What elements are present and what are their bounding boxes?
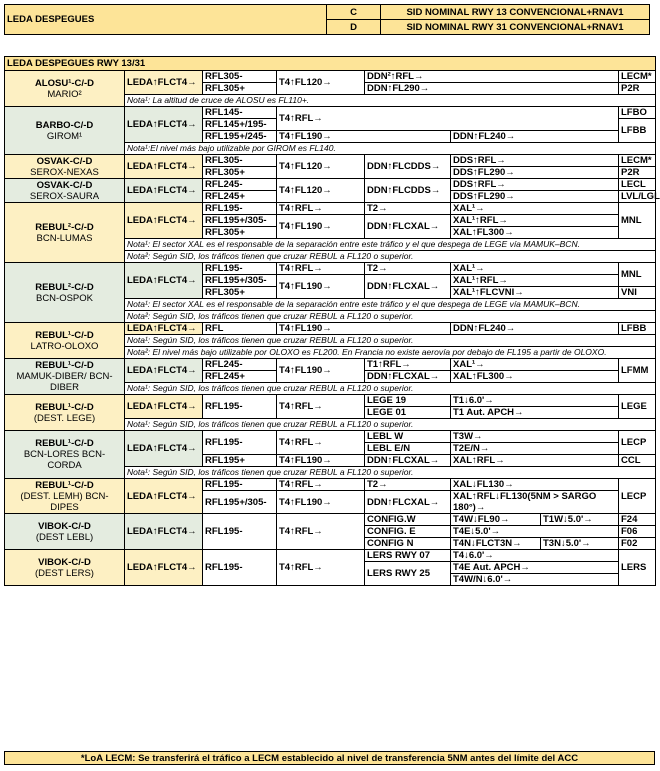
waypoint-name: VIBOK-C/-D bbox=[38, 556, 91, 568]
route-cell: T4W/N↓6.0'→ bbox=[451, 574, 619, 586]
waypoint-name: BARBO-C/-D bbox=[35, 119, 94, 131]
rfl-cell: RFL305+ bbox=[203, 287, 277, 299]
route-cell: XAL¹→ bbox=[451, 359, 619, 371]
rfl-cell: RFL245+ bbox=[203, 191, 277, 203]
route-cell: T1W↓5.0'→ bbox=[541, 514, 619, 526]
leda-cell: LEDA↑FLCT4→ bbox=[125, 263, 203, 299]
route-cell: T2E/N→ bbox=[451, 443, 619, 455]
procedures-table bbox=[4, 56, 660, 586]
table-title: LEDA DESPEGUES RWY 13/31 bbox=[5, 57, 656, 71]
route-name: (DEST. LEGE) bbox=[33, 412, 96, 424]
waypoint-name: VIBOK-C/-D bbox=[38, 520, 91, 532]
t4-cell: T4↑FL190→ bbox=[277, 131, 451, 143]
route-cell: DDN↑FL240→ bbox=[451, 323, 619, 335]
t4-cell: T4↑FL120→ bbox=[277, 71, 365, 95]
header-desc-c: SID NOMINAL RWY 13 CONVENCIONAL+RNAV1 bbox=[381, 5, 650, 20]
t4-cell: T4↑RFL→ bbox=[277, 514, 365, 550]
waypoint-name: OSVAK-C/-D bbox=[36, 179, 93, 191]
route-name: SEROX-SAURA bbox=[29, 190, 100, 202]
footer-note: *LoA LECM: Se transferirá el tráfico a LECM establecido al nivel de transferencia 5NM antes del límite del ACC bbox=[4, 751, 655, 765]
route-cell: XAL¹↑FLCVNI→ bbox=[451, 287, 619, 299]
rfl-cell: RFL195+/245- bbox=[203, 131, 277, 143]
rfl-cell: RFL195+/305- bbox=[203, 275, 277, 287]
route-cell: T2→ bbox=[365, 263, 451, 275]
route-cell: XAL¹↑RFL→ bbox=[451, 215, 619, 227]
waypoint-cell bbox=[5, 263, 125, 323]
t4-cell: T4↑FL190→ bbox=[277, 491, 365, 514]
note-text: Nota¹: Según SID, los tráficos tienen que cruzar REBUL a FL120 o superior. bbox=[125, 467, 656, 479]
dest-cell: LERS bbox=[619, 550, 656, 586]
route-cell: CONFIG. E bbox=[365, 526, 451, 538]
note-text: Nota¹: Según SID, los tráficos tienen que cruzar REBUL a FL120 o superior. bbox=[125, 335, 656, 347]
dest-cell: LECM* bbox=[619, 155, 656, 167]
leda-cell: LEDA↑FLCT4→ bbox=[125, 359, 203, 383]
leda-cell: LEDA↑FLCT4→ bbox=[125, 71, 203, 95]
dest-cell: LECL bbox=[619, 179, 656, 191]
route-cell: DDS↑FL290→ bbox=[451, 167, 619, 179]
route-name: (DEST LEBL) bbox=[35, 531, 94, 543]
dest-cell: LECP bbox=[619, 479, 656, 514]
dest-cell: CCL bbox=[619, 455, 656, 467]
waypoint-cell bbox=[5, 107, 125, 155]
dest-cell: VNI bbox=[619, 287, 656, 299]
route-cell: LERS RWY 25 bbox=[365, 562, 451, 586]
rfl-cell: RFL195- bbox=[203, 550, 277, 586]
header-code-c: C bbox=[327, 5, 381, 20]
waypoint-cell bbox=[5, 203, 125, 263]
leda-cell: LEDA↑FLCT4→ bbox=[125, 514, 203, 550]
route-cell: T2→ bbox=[365, 203, 451, 215]
waypoint-name: REBUL¹-C/-D bbox=[35, 329, 94, 341]
leda-cell: LEDA↑FLCT4→ bbox=[125, 155, 203, 179]
t4-cell: T4↑RFL→ bbox=[277, 550, 365, 586]
leda-cell: LEDA↑FLCT4→ bbox=[125, 479, 203, 514]
route-cell: LEGE 01 bbox=[365, 407, 451, 419]
t4-cell: T4↑FL190→ bbox=[277, 323, 451, 335]
t4-cell: T4↑RFL→ bbox=[277, 107, 619, 131]
dest-cell: MNL bbox=[619, 203, 656, 239]
rfl-cell: RFL305- bbox=[203, 71, 277, 83]
route-name: MARIO² bbox=[47, 88, 82, 100]
route-cell: XAL↑RFL↓FL130(5NM > SARGO 180°)→ bbox=[451, 491, 619, 514]
route-cell: DDN↑FL290→ bbox=[365, 83, 619, 95]
note-text: Nota¹: El sector XAL es el responsable de la separación entre este tráfico y el que despega de LEGE vía MAMUK–BCN. bbox=[125, 299, 656, 311]
route-name: GIROM¹ bbox=[46, 130, 83, 142]
dest-cell: LFBO bbox=[619, 107, 656, 119]
waypoint-cell bbox=[5, 359, 125, 395]
route-cell: DDS↑RFL→ bbox=[451, 179, 619, 191]
route-cell: DDN↑FLCDDS→ bbox=[365, 155, 451, 179]
route-cell: DDN↑FLCXAL→ bbox=[365, 455, 451, 467]
waypoint-cell bbox=[5, 155, 125, 179]
waypoint-cell bbox=[5, 179, 125, 203]
t4-cell: T4↑FL190→ bbox=[277, 455, 365, 467]
header-desc-d: SID NOMINAL RWY 31 CONVENCIONAL+RNAV1 bbox=[381, 20, 650, 35]
dest-cell: LFMM bbox=[619, 359, 656, 383]
route-cell: T4W↓FL90→ bbox=[451, 514, 541, 526]
route-name: BCN-OSPOK bbox=[35, 292, 93, 304]
note-text: Nota¹: Según SID, los tráficos tienen que cruzar REBUL a FL120 o superior. bbox=[125, 383, 656, 395]
route-cell: T1↓6.0'→ bbox=[451, 395, 619, 407]
route-cell: CONFIG N bbox=[365, 538, 451, 550]
route-name: SEROX-NEXAS bbox=[30, 166, 99, 178]
rfl-cell: RFL195- bbox=[203, 479, 277, 491]
rfl-cell: RFL195+/305- bbox=[203, 491, 277, 514]
leda-cell: LEDA↑FLCT4→ bbox=[125, 395, 203, 419]
route-cell: DDN↑FLCXAL→ bbox=[365, 275, 451, 299]
note-text: Nota¹: El sector XAL es el responsable de la separación entre este tráfico y el que despega de LEGE vía MAMUK–BCN. bbox=[125, 239, 656, 251]
route-cell: XAL¹→ bbox=[451, 263, 619, 275]
route-cell: T4E Aut. APCH→ bbox=[451, 562, 619, 574]
route-cell: XAL↑RFL→ bbox=[451, 455, 619, 467]
waypoint-cell bbox=[5, 550, 125, 586]
waypoint-cell bbox=[5, 479, 125, 514]
dest-cell: F02 bbox=[619, 538, 656, 550]
route-cell: DDN↑FLCXAL→ bbox=[365, 371, 451, 383]
rfl-cell: RFL195- bbox=[203, 431, 277, 455]
rfl-cell: RFL145- bbox=[203, 107, 277, 119]
route-cell: DDN↑FL240→ bbox=[451, 131, 619, 143]
route-cell: XAL↑FL300→ bbox=[451, 227, 619, 239]
route-name: BCN-LORES BCN-CORDA bbox=[23, 449, 106, 471]
rfl-cell: RFL145+/195- bbox=[203, 119, 277, 131]
route-cell: XAL↓FL130→ bbox=[451, 479, 619, 491]
route-cell: DDN↑FLCXAL→ bbox=[365, 215, 451, 239]
dest-cell: LECP bbox=[619, 431, 656, 455]
rfl-cell: RFL305+ bbox=[203, 227, 277, 239]
t4-cell: T4↑FL190→ bbox=[277, 275, 365, 299]
leda-cell: LEDA↑FLCT4→ bbox=[125, 431, 203, 467]
dest-cell: F24 bbox=[619, 514, 656, 526]
route-cell: XAL¹→ bbox=[451, 203, 619, 215]
rfl-cell: RFL195- bbox=[203, 203, 277, 215]
rfl-cell: RFL245- bbox=[203, 359, 277, 371]
route-cell: CONFIG.W bbox=[365, 514, 451, 526]
t4-cell: T4↑RFL→ bbox=[277, 395, 365, 419]
waypoint-cell bbox=[5, 71, 125, 107]
route-cell: DDS↑RFL→ bbox=[451, 155, 619, 167]
dest-cell: LFBB bbox=[619, 119, 656, 143]
header-table bbox=[4, 4, 650, 35]
route-cell: T4E↓5.0'→ bbox=[451, 526, 619, 538]
rfl-cell: RFL195- bbox=[203, 395, 277, 419]
dest-cell: MNL bbox=[619, 263, 656, 287]
leda-cell: LEDA↑FLCT4→ bbox=[125, 203, 203, 239]
leda-cell: LEDA↑FLCT4→ bbox=[125, 323, 203, 335]
note-text: Nota²: El nivel más bajo utilizable por OLOXO es FL200. En Francia no existe aerovía por debajo de FL195 a partir de OLOXO. bbox=[125, 347, 656, 359]
note-text: Nota²: Según SID, los tráficos tienen que cruzar REBUL a FL120 o superior. bbox=[125, 311, 656, 323]
route-cell: T4N↓FLCT3N→ bbox=[451, 538, 541, 550]
dest-cell: LFBB bbox=[619, 323, 656, 335]
rfl-cell: RFL305+ bbox=[203, 167, 277, 179]
leda-cell: LEDA↑FLCT4→ bbox=[125, 550, 203, 586]
header-code-d: D bbox=[327, 20, 381, 35]
t4-cell: T4↑FL120→ bbox=[277, 155, 365, 179]
route-name: (DEST. LEMH) BCN-DIPES bbox=[20, 490, 109, 513]
waypoint-name: REBUL¹-C/-D bbox=[35, 479, 94, 491]
route-cell: DDS↑FL290→ bbox=[451, 191, 619, 203]
route-name: BCN-LUMAS bbox=[36, 232, 93, 244]
dest-cell: LEGE bbox=[619, 395, 656, 419]
t4-cell: T4↑RFL→ bbox=[277, 263, 365, 275]
route-cell: DDN²↑RFL→ bbox=[365, 71, 619, 83]
leda-cell: LEDA↑FLCT4→ bbox=[125, 107, 203, 143]
dest-cell: F06 bbox=[619, 526, 656, 538]
route-cell: XAL¹↑RFL→ bbox=[451, 275, 619, 287]
leda-cell: LEDA↑FLCT4→ bbox=[125, 179, 203, 203]
note-text: Nota¹:El nivel más bajo utilizable por GIROM es FL140. bbox=[125, 143, 656, 155]
t4-cell: T4↑RFL→ bbox=[277, 431, 365, 455]
route-name: (DEST LERS) bbox=[35, 567, 94, 579]
route-cell: XAL↑FL300→ bbox=[451, 371, 619, 383]
route-name: LATRO-OLOXO bbox=[30, 340, 99, 352]
rfl-cell: RFL bbox=[203, 323, 277, 335]
dest-cell: P2R bbox=[619, 83, 656, 95]
t4-cell: T4↑RFL→ bbox=[277, 479, 365, 491]
route-cell: LEBL W bbox=[365, 431, 451, 443]
t4-cell: T4↑FL190→ bbox=[277, 359, 365, 383]
header-title: LEDA DESPEGUES bbox=[5, 5, 327, 35]
route-cell: T1↑RFL→ bbox=[365, 359, 451, 371]
t4-cell: T4↑FL190→ bbox=[277, 215, 365, 239]
rfl-cell: RFL305+ bbox=[203, 83, 277, 95]
rfl-cell: RFL245+ bbox=[203, 371, 277, 383]
rfl-cell: RFL305- bbox=[203, 155, 277, 167]
note-text: Nota¹: Según SID, los tráficos tienen que cruzar REBUL a FL120 o superior. bbox=[125, 419, 656, 431]
dest-cell: LECM* bbox=[619, 71, 656, 83]
waypoint-cell bbox=[5, 431, 125, 479]
rfl-cell: RFL195- bbox=[203, 263, 277, 275]
dest-cell: P2R bbox=[619, 167, 656, 179]
rfl-cell: RFL195+ bbox=[203, 455, 277, 467]
rfl-cell: RFL195- bbox=[203, 514, 277, 550]
dest-cell: LVL/LGL bbox=[619, 191, 656, 203]
route-cell: T3W→ bbox=[451, 431, 619, 443]
t4-cell: T4↑RFL→ bbox=[277, 203, 365, 215]
route-cell: T1 Aut. APCH→ bbox=[451, 407, 619, 419]
rfl-cell: RFL245- bbox=[203, 179, 277, 191]
waypoint-name: REBUL¹-C/-D bbox=[35, 360, 94, 371]
note-text: Nota²: Según SID, los tráficos tienen que cruzar REBUL a FL120 o superior. bbox=[125, 251, 656, 263]
route-cell: T2→ bbox=[365, 479, 451, 491]
route-cell: T3N↓5.0'→ bbox=[541, 538, 619, 550]
route-cell: DDN↑FLCDDS→ bbox=[365, 179, 451, 203]
waypoint-name: REBUL²-C/-D bbox=[35, 281, 94, 293]
rfl-cell: RFL195+/305- bbox=[203, 215, 277, 227]
waypoint-cell bbox=[5, 395, 125, 431]
waypoint-cell bbox=[5, 323, 125, 359]
waypoint-cell bbox=[5, 514, 125, 550]
note-text: Nota¹: La altitud de cruce de ALOSU es FL110+. bbox=[125, 95, 656, 107]
waypoint-name: OSVAK-C/-D bbox=[36, 155, 93, 167]
route-cell: LEBL E/N bbox=[365, 443, 451, 455]
route-cell: LEGE 19 bbox=[365, 395, 451, 407]
route-cell: DDN↑FLCXAL→ bbox=[365, 491, 451, 514]
waypoint-name: REBUL¹-C/-D bbox=[35, 438, 94, 449]
route-cell: T4↓6.0'→ bbox=[451, 550, 619, 562]
route-name: MAMUK-DIBER/ BCN-DIBER bbox=[16, 371, 113, 393]
waypoint-name: REBUL²-C/-D bbox=[35, 221, 94, 233]
waypoint-name: REBUL¹-C/-D bbox=[35, 401, 94, 413]
route-cell: LERS RWY 07 bbox=[365, 550, 451, 562]
waypoint-name: ALOSU¹-C/-D bbox=[34, 77, 95, 89]
t4-cell: T4↑FL120→ bbox=[277, 179, 365, 203]
